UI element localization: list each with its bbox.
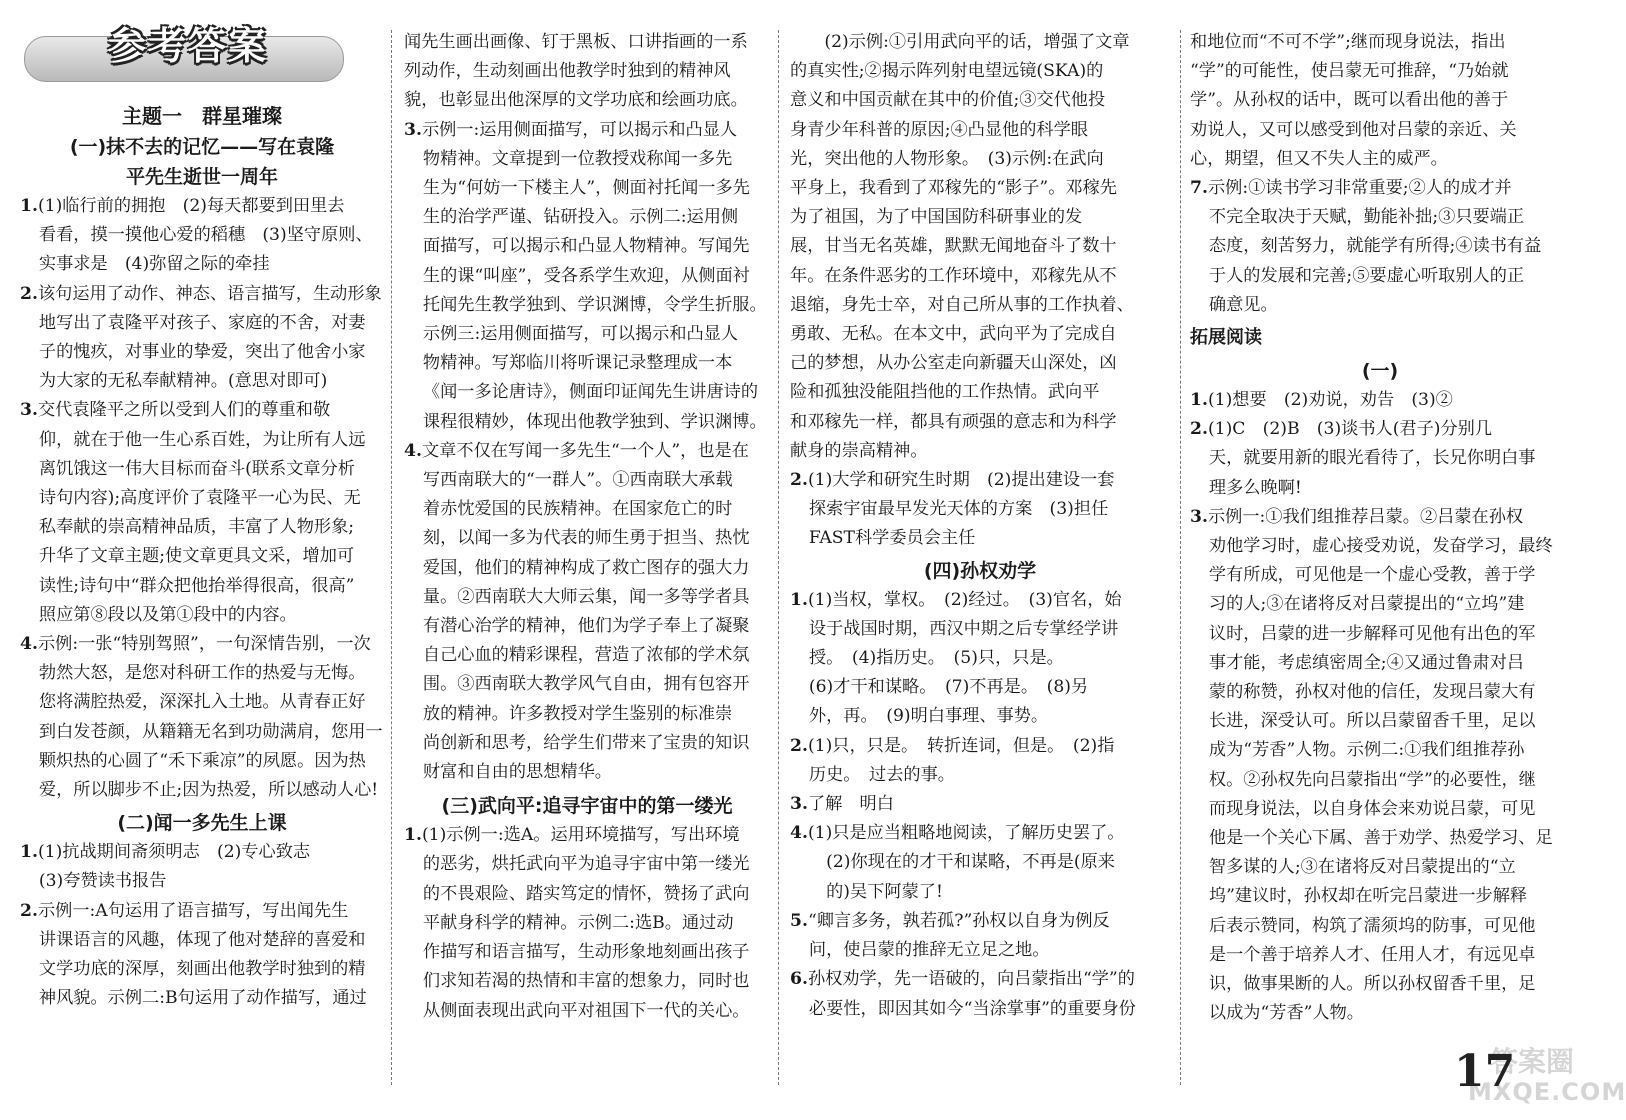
answer-line: 到白发苍颜，从籍籍无名到功勋满肩，您用一 [38, 721, 383, 742]
answer-line [20, 396, 384, 425]
answer-line: 文学功底的深厚，刻画出他教学时独到的精 [38, 959, 366, 980]
answer-line: 退缩，身先士卒，对自己所从事的工作执着、 [790, 294, 1134, 315]
answer-line: 探索宇宙最早发光天体的方案 (3)担任 [808, 499, 1109, 520]
banner-title: 参考答案 [108, 24, 269, 68]
answer-line: 外，再。 (9)明白事理、事势。 [808, 706, 1049, 727]
answer-line: 着赤忱爱国的民族精神。在国家危亡的时 [422, 499, 733, 520]
subsection-title: (一) [1361, 360, 1399, 383]
item-number: 4. [20, 634, 38, 655]
answer-line [790, 965, 1170, 994]
answer-continuation [790, 28, 1170, 466]
answer-line: 的恶劣，烘托武向平为追寻宇宙中第一缕光 [422, 854, 750, 875]
answer-line: 为了祖国，为了中国国防科研事业的发 [790, 207, 1083, 228]
item-text: 文章不仅在写闻一多先生“一个人”，也是在 [421, 440, 749, 461]
answer-line: 坞”建议时，孙权却在听完吕蒙进一步解释 [1208, 886, 1528, 907]
answer-line: 而现身说法，以自身体会来劝说吕蒙，可见 [1208, 798, 1536, 819]
answer-line: 习的人;③在诸将反对吕蒙提出的“立坞”建 [1208, 594, 1525, 615]
answer-line: 问，使吕蒙的推辞无立足之地。 [808, 940, 1050, 961]
item-text: (1)只是应当粗略地阅读，了解历史罢了。 [807, 823, 1125, 844]
answer-line [790, 732, 1170, 761]
answer-line: (3)夸赞读书报告 [38, 871, 167, 892]
answer-line: 确意见。 [1208, 294, 1278, 315]
answer-line: 权。②孙权先向吕蒙指出“学”的必要性，继 [1208, 769, 1536, 790]
watermark-text: 答案圈 [1490, 1045, 1575, 1078]
item-text: “卿言多务，孰若孤?”孙权以自身为例反 [807, 910, 1110, 931]
answer-line: 理多么晚啊! [1208, 477, 1302, 498]
answer-line: 闻先生画出画像、钉于黑板、口讲指画的一系 [404, 32, 748, 52]
answer-continuation [1190, 28, 1570, 174]
answer-line: 物精神。写郑临川将听课记录整理成一本 [422, 353, 733, 374]
answer-line: 成为“芳香”人物。示例二:①我们组推荐孙 [1208, 740, 1525, 761]
item-number: 7. [1190, 178, 1208, 199]
answer-line: 作描写和语言描写，生动形象地刻画出孩子 [422, 942, 750, 963]
answer-line: 必要性，即因其如今“当涂掌事”的重要身份 [808, 998, 1136, 1019]
answer-line: 识，做事果断的人。所以孙权留香千里，足 [1208, 974, 1536, 995]
answer-line: 为大家的无私奉献精神。(意思对即可) [38, 371, 328, 392]
answer-line: 议时，吕蒙的进一步解释可见他有出色的军 [1208, 623, 1536, 644]
answer-line: 学”。从孙权的话中，既可以看出他的善于 [1190, 90, 1509, 111]
answer-line: 智多谋的人;③在诸将反对吕蒙提出的“立 [1208, 857, 1516, 878]
answer-line [790, 907, 1170, 936]
answer-line: 心，期望，但又不失人主的威严。 [1190, 148, 1448, 169]
answer-line: (2)示例:①引用武向平的话，增强了文章 [824, 32, 1130, 52]
answer-line [1190, 503, 1570, 532]
answer-item [404, 437, 770, 787]
answer-line [20, 192, 384, 221]
section-title: (三)武向平:追寻宇宙中的第一缕光 [441, 795, 733, 818]
item-number: 4. [790, 823, 808, 844]
answer-line: 围。③西南联大教学风气自由，拥有包容开 [422, 674, 750, 695]
column-divider [391, 30, 392, 1085]
answer-line: (2)你现在的才干和谋略，不再是(原来 [826, 852, 1115, 873]
answer-line: 年。在条件恶劣的工作环境中，邓稼先从不 [790, 265, 1117, 286]
answer-line [790, 586, 1170, 615]
item-number: 3. [790, 794, 808, 815]
answer-line [790, 466, 1170, 495]
answer-line: 面描写，可以揭示和凸显人物精神。写闻先 [422, 236, 750, 257]
answer-item [1190, 174, 1570, 320]
answer-line: 财富和自由的思想精华。 [422, 762, 612, 783]
section-title: (一)抹不去的记忆——写在袁隆 [69, 136, 335, 158]
answer-line: 从侧面表现出武向平对祖国下一代的关心。 [422, 1000, 750, 1021]
extended-reading-title: 拓展阅读 [1190, 327, 1262, 349]
answer-line: 升华了文章主题;使文章更具文采，增加可 [38, 546, 355, 567]
answer-item [1190, 415, 1570, 503]
answer-line: 勃然大怒，是您对科研工作的热爱与无悔。 [38, 663, 366, 684]
answer-line: 设于战国时期，西汉中期之后专掌经学讲 [808, 618, 1119, 639]
item-text: (1)临行前的拥抱 (2)每天都要到田里去 [37, 196, 345, 216]
column-4 [1190, 28, 1570, 1029]
answer-continuation [404, 28, 770, 116]
answer-item [20, 838, 384, 896]
item-text: 了解 明白 [807, 794, 894, 815]
answer-line: 意义和中国贡献在其中的价值;③交代他投 [790, 90, 1106, 111]
answer-line: 平身上，我看到了邓稼先的“影子”。邓稼先 [790, 178, 1117, 199]
item-number: 3. [1190, 506, 1208, 527]
item-number: 1. [20, 842, 38, 863]
item-number: 2. [20, 283, 38, 304]
answer-line: 神风貌。示例二:B句运用了动作描写，通过 [38, 988, 367, 1009]
item-text: 交代袁隆平之所以受到人们的尊重和敬 [37, 400, 331, 421]
answer-line: 以成为“芳香”人物。 [1208, 1003, 1364, 1024]
section-title: (二)闻一多先生上课 [117, 812, 287, 835]
answer-line: 刻，以闻一多为代表的师生勇于担当、热忱 [422, 528, 750, 549]
answer-line: (6)才干和谋略。 (7)不再是。 (8)另 [808, 677, 1089, 698]
item-number: 6. [790, 969, 808, 990]
answer-line: 课程很精妙，体现出他教学独到、学识渊博。 [422, 411, 767, 432]
topic-title: 主题一 群星璀璨 [122, 104, 282, 128]
answer-line: 生的治学严谨、钻研投入。示例二:运用侧 [422, 207, 739, 228]
answer-item [20, 396, 384, 630]
answer-line [20, 630, 384, 659]
answer-line: 的真实性;②揭示阵列射电望远镜(SKA)的 [790, 61, 1104, 82]
answer-line [790, 819, 1170, 848]
answer-item [404, 116, 770, 437]
answer-line: 地写出了袁隆平对孩子、家庭的不舍，对妻 [38, 312, 366, 333]
answer-line: 历史。 过去的事。 [808, 764, 955, 785]
answer-line: 长进，深受认可。所以吕蒙留香千里，足以 [1208, 711, 1536, 732]
answer-item [404, 821, 770, 1025]
answer-line: 读性;诗句中“群众把他抬举得很高，很高” [38, 575, 355, 596]
answer-line: 诗句内容);高度评价了袁隆平一心为民、无 [38, 488, 361, 509]
item-number: 4. [404, 440, 422, 461]
item-text: 该句运用了动作、神态、语言描写，生动形象 [37, 283, 382, 304]
answer-line [1190, 174, 1570, 203]
answer-line [1190, 386, 1570, 415]
answer-banner [24, 24, 344, 94]
answer-item [790, 790, 1170, 819]
answer-line: 写西南联大的“一群人”。①西南联大承载 [422, 470, 733, 491]
item-number: 3. [404, 119, 422, 140]
answer-item [1190, 386, 1570, 415]
column-3 [790, 28, 1170, 1024]
answer-line: 生为“何妨一下楼主人”，侧面衬托闻一多先 [422, 178, 750, 199]
watermark-url: MXQE.COM [1468, 1078, 1626, 1106]
item-number: 2. [1190, 419, 1208, 440]
answer-line: 有潜心治学的精神，他们为学子奉上了凝聚 [422, 616, 750, 637]
answer-line: 身青少年科普的原因;④凸显他的科学眼 [790, 119, 1088, 140]
answer-line: 私奉献的崇高精神品质，丰富了人物形象; [38, 517, 355, 538]
item-number: 2. [790, 470, 808, 491]
answer-line: 量。②西南联大大师云集，闻一多等学者具 [422, 586, 750, 607]
section-title: 平先生逝世一周年 [125, 166, 278, 188]
answer-line: 蒙的称赞，孙权对他的信任，发现吕蒙大有 [1208, 682, 1536, 703]
answer-line: 子的愧疚，对事业的挚爱，突出了他舍小家 [38, 342, 366, 363]
item-number: 2. [790, 735, 808, 756]
answer-line: 于人的发展和完善;⑤要虚心听取别人的正 [1208, 265, 1525, 286]
item-text: 示例一:运用侧面描写，可以揭示和凸显人 [421, 119, 738, 140]
column-divider [778, 30, 779, 1085]
answer-line: 生的课“叫座”，受各系学生欢迎，从侧面衬 [422, 265, 750, 286]
answer-line: 劝说人，又可以感受到他对吕蒙的亲近、关 [1190, 119, 1517, 140]
answer-item [790, 907, 1170, 965]
item-number: 1. [404, 825, 422, 846]
item-number: 1. [790, 589, 808, 610]
answer-line: 天，就要用新的眼光看待了，长兄你明白事 [1208, 448, 1536, 469]
answer-item [20, 192, 384, 280]
answer-line [404, 437, 770, 466]
answer-line: 离饥饿这一伟大目标而奋斗(联系文章分析 [38, 458, 355, 479]
answer-line: 他是一个关心下属、善于劝学、热爱学习、足 [1208, 828, 1553, 849]
answer-line: 的不畏艰险、踏实笃定的情怀，赞扬了武向 [422, 883, 750, 904]
answer-line: 颗炽热的心圆了“禾下乘凉”的夙愿。因为热 [38, 750, 366, 771]
item-text: 示例:一张“特别驾照”，一句深情告别，一次 [37, 634, 371, 655]
answer-line: 看看，摸一摸他心爱的稻穗 (3)坚守原则、 [38, 225, 373, 246]
answer-line: 放的精神。许多教授对学生鉴别的标准崇 [422, 703, 733, 724]
item-number: 5. [790, 910, 808, 931]
answer-line: 和地位而“不可不学”;继而现身说法，指出 [1190, 32, 1506, 52]
item-text: (1)当权，掌权。 (2)经过。 (3)官名，始 [807, 589, 1122, 610]
answer-line: 授。 (4)指历史。 (5)只，只是。 [808, 648, 1064, 669]
answer-item [1190, 503, 1570, 1029]
item-text: (1)想要 (2)劝说，劝告 (3)② [1207, 390, 1453, 411]
answer-line: 照应第⑧段以及第①段中的内容。 [38, 604, 297, 625]
answer-line: 劝他学习时，虚心接受劝说，发奋学习，最终 [1208, 536, 1553, 557]
answer-line [1190, 415, 1570, 444]
answer-line: 尚创新和思考，给学生们带来了宝贵的知识 [422, 732, 750, 753]
answer-line: 《闻一多论唐诗》，侧面印证闻先生讲唐诗的 [422, 382, 759, 403]
answer-line: 们求知若渴的热情和丰富的想象力，同时也 [422, 971, 750, 992]
answer-line [404, 116, 770, 145]
item-text: 示例一:A句运用了语言描写，写出闻先生 [37, 900, 349, 921]
answer-line: 仰，就在于他一生心系百姓，为让所有人远 [38, 429, 366, 450]
answer-item [790, 965, 1170, 1023]
column-divider [1180, 30, 1181, 1085]
item-number: 1. [1190, 390, 1208, 411]
answer-line: 讲课语言的风趣，体现了他对楚辞的喜爱和 [38, 929, 366, 950]
item-number: 3. [20, 400, 38, 421]
answer-line: 勇敢、无私。在本文中，武向平为了完成自 [790, 324, 1117, 345]
answer-item [790, 732, 1170, 790]
answer-line: 不完全取决于天赋，勤能补拙;③只要端正 [1208, 207, 1525, 228]
answer-line [790, 790, 1170, 819]
section-title: (四)孙权劝学 [923, 559, 1037, 582]
answer-item [790, 466, 1170, 554]
page-number: 17 [1454, 1046, 1516, 1097]
item-number: 1. [20, 196, 38, 216]
item-text: 示例一:①我们组推荐吕蒙。②吕蒙在孙权 [1207, 506, 1524, 527]
answer-line: 列动作，生动刻画出他教学时独到的精神风 [404, 61, 731, 82]
item-number: 2. [20, 900, 38, 921]
item-text: 示例:①读书学习非常重要;②人的成才并 [1207, 178, 1512, 199]
answer-line: 自己心血的精彩课程，营造了浓郁的学术氛 [422, 645, 750, 666]
answer-line: 是一个善于培养人才、任用人才，有远见卓 [1208, 944, 1536, 965]
column-2 [404, 28, 770, 1026]
item-text: (1)示例一:选A。运用环境描写，写出环境 [421, 825, 740, 846]
item-text: (1)大学和研究生时期 (2)提出建设一套 [807, 470, 1115, 491]
answer-item [790, 586, 1170, 732]
answer-line: 爱，所以脚步不止;因为热爱，所以感动人心! [38, 780, 379, 801]
answer-line: 展，甘当无名英雄，默默无闻地奋斗了数十 [790, 236, 1117, 257]
answer-item [20, 897, 384, 1014]
answer-line: 貌，也彰显出他深厚的文学功底和绘画功底。 [404, 90, 748, 111]
item-text: (1)只，只是。 转折连词，但是。 (2)指 [807, 735, 1115, 756]
answer-line: 后表示赞同，构筑了濡须坞的防事，可见他 [1208, 915, 1536, 936]
item-text: (1)C (2)B (3)谈书人(君子)分别几 [1207, 419, 1493, 440]
answer-line: 平献身科学的精神。示例二:选B。通过动 [422, 912, 734, 933]
answer-line: 物精神。文章提到一位教授戏称闻一多先 [422, 148, 733, 169]
answer-line [20, 280, 384, 309]
answer-item [790, 819, 1170, 907]
answer-line: 爱国，他们的精神构成了救亡图存的强大力 [422, 557, 750, 578]
answer-line: FAST科学委员会主任 [808, 528, 976, 549]
answer-line: 和邓稼先一样，都具有顽强的意志和为科学 [790, 411, 1117, 432]
answer-line [404, 821, 770, 850]
answer-line: 您将满腔热爱，深深扎入土地。从青春正好 [38, 692, 366, 713]
answer-line: 实事求是 (4)弥留之际的牵挂 [38, 254, 270, 275]
answer-line: 险和孤独没能阻挡他的工作热情。武向平 [790, 382, 1100, 403]
item-text: (1)抗战期间斋须明志 (2)专心致志 [37, 842, 311, 863]
answer-line [20, 838, 384, 867]
answer-line [20, 897, 384, 926]
answer-line: 己的梦想，从办公室走向新疆天山深处，凶 [790, 353, 1117, 374]
column-1 [20, 24, 384, 1013]
answer-line: 学有所成，可见他是一个虚心受教，善于学 [1208, 565, 1536, 586]
item-text: 孙权劝学，先一语破的，向吕蒙指出“学”的 [807, 969, 1135, 990]
answer-line: 示例三:运用侧面描写，可以揭示和凸显人 [422, 324, 739, 345]
answer-line: 态度，刻苦努力，就能学有所得;④读书有益 [1208, 236, 1542, 257]
answer-line: 事才能，考虑缜密周全;④又通过鲁肃对吕 [1208, 652, 1525, 673]
answer-line: “学”的可能性，使吕蒙无可推辞，“乃始就 [1190, 61, 1509, 82]
answer-line: 的)吴下阿蒙了! [826, 881, 943, 902]
answer-item [20, 280, 384, 397]
answer-line: 光，突出他的人物形象。 (3)示例:在武向 [790, 148, 1104, 169]
answer-line: 托闻先生教学独到、学识渊博，令学生折服。 [422, 294, 767, 315]
answer-line: 献身的崇高精神。 [790, 440, 928, 461]
answer-item [20, 630, 384, 805]
